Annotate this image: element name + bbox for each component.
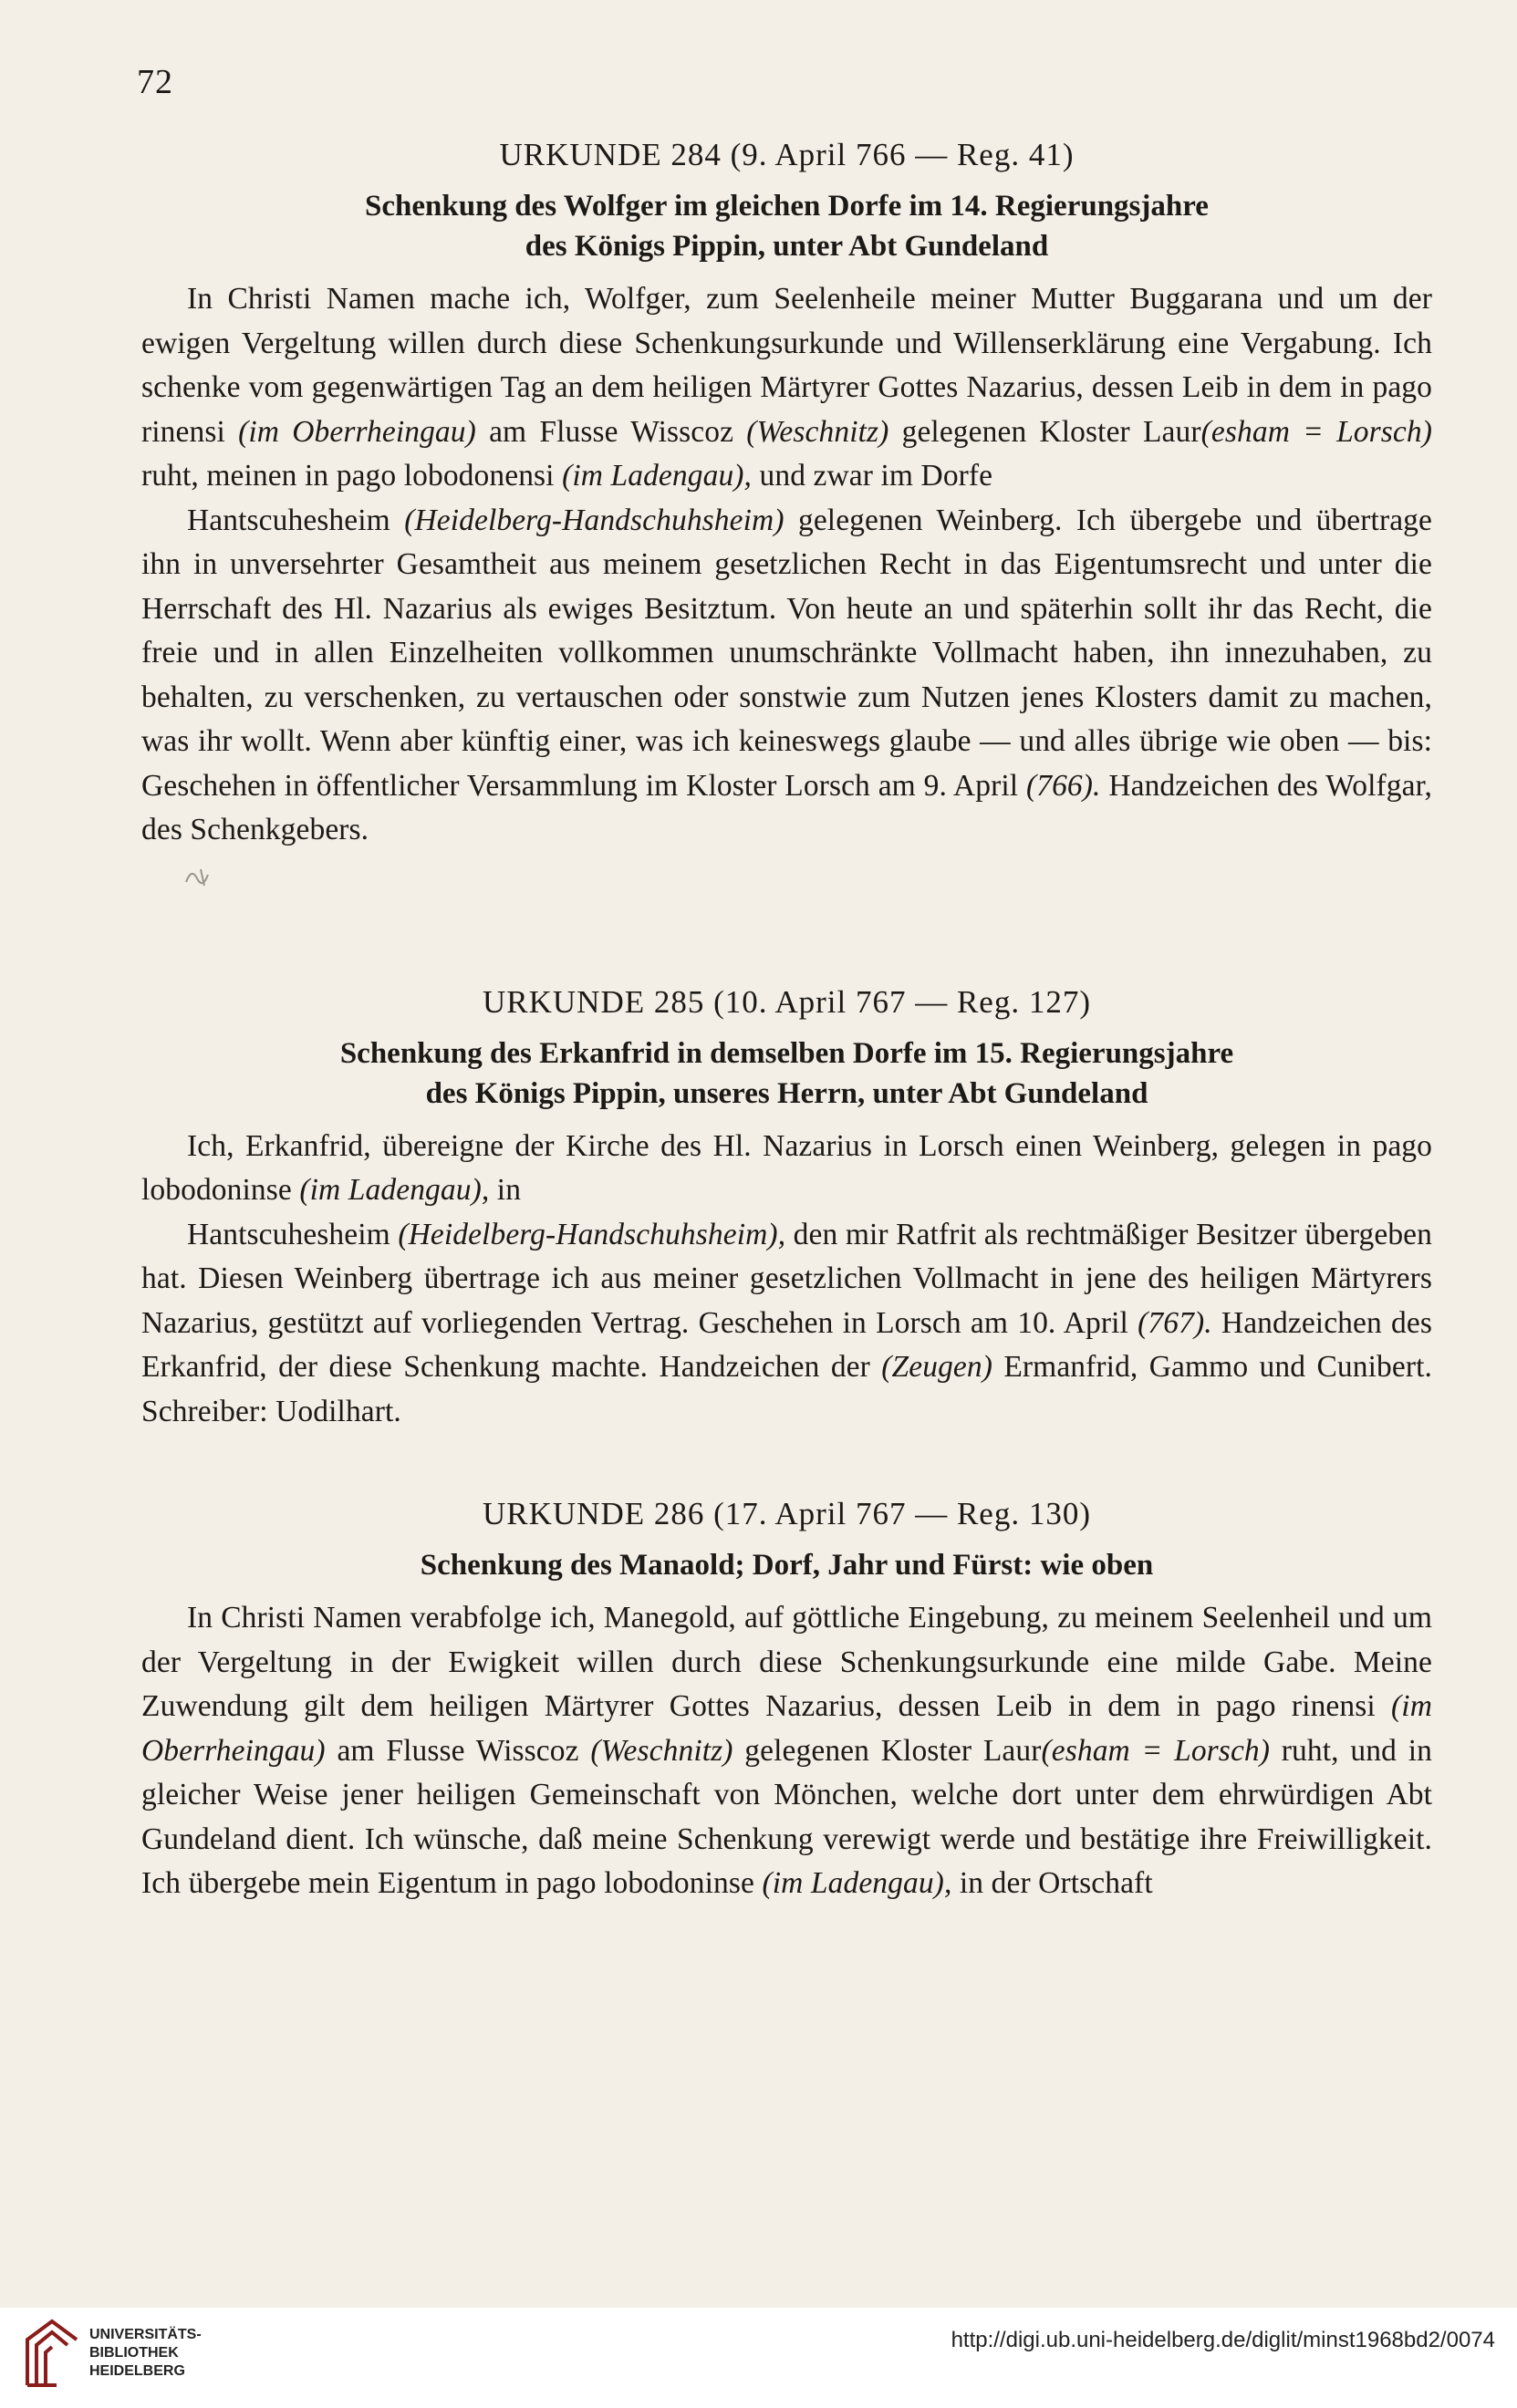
document-subtitle bbox=[141, 1033, 1432, 1114]
text-run: am Flusse Wisscoz bbox=[325, 1733, 591, 1768]
italic-gloss: (767). bbox=[1138, 1305, 1212, 1340]
text-run: am Flusse Wisscoz bbox=[475, 414, 747, 449]
body-paragraph bbox=[141, 277, 1432, 499]
text-run: gelegenen Kloster Laur bbox=[888, 414, 1201, 449]
text-run: in der Ortschaft bbox=[951, 1866, 1153, 1900]
body-paragraph bbox=[141, 1213, 1432, 1435]
italic-gloss: (esham = Lorsch) bbox=[1041, 1733, 1271, 1768]
italic-gloss: (im Oberrheingau) bbox=[141, 1689, 1432, 1768]
text-run: ruht, meinen in pago lobodonensi bbox=[141, 459, 563, 493]
italic-gloss: (766). bbox=[1025, 768, 1101, 803]
italic-gloss: (Weschnitz) bbox=[590, 1733, 733, 1768]
text-run: ruht, und in gleicher Weise jener heiligen Gemeinschaft von Mönchen, welche dort unter dem ehrwürdigen Abt Gundeland dient. Ich wünsche, daß meine Schenkung verewigt werde und bestätige ihre Freiwilligkeit. Ich übergebe mein Eigentum in pago lobodoninse bbox=[141, 1733, 1432, 1900]
text-run: Handzeichen des Erkanfrid, der diese Schenkung machte. Handzeichen der bbox=[141, 1305, 1432, 1384]
margin-mark bbox=[182, 862, 1432, 893]
document-subtitle bbox=[141, 1545, 1432, 1585]
text-run: In Christi Namen verabfolge ich, Manegold, auf göttliche Eingebung, zu meinem Seelenheil und um der Vergeltung in der Ewigkeit willen durch diese Schenkungsurkunde eine milde Gabe. Meine Zuwendung gilt dem heiligen Märtyrer Gottes Nazarius, dessen Leib in dem in pago rinensi bbox=[141, 1601, 1432, 1723]
text-run: und zwar im Dorfe bbox=[752, 459, 993, 493]
text-run: Handzeichen des Wolfgar, des Schenkgebers. bbox=[141, 768, 1432, 846]
text-run: gelegenen Weinberg. Ich übergebe und übertrage ihn in unversehrter Gesamtheit aus meinem gesetzlichen Recht in das Eigentumsrecht und unter die Herrschaft des Hl. Nazarius als ewiges Besitztum. Von heute an und späterhin sollt ihr das Recht, die freie und in allen Einzelheiten vollkommen unumschränkte Vollmacht haben, ihn innezuhaben, zu behalten, zu verschenken, zu vertauschen oder sonstwie zum Nutzen jenes Klosters damit zu machen, was ihr wollt. Wenn aber künftig einer, was ich keineswegs glaube — und alles übrige wie oben — bis: Geschehen in öffentlicher Versammlung im Kloster Lorsch am 9. April bbox=[141, 503, 1432, 803]
document-heading: URKUNDE 286 (17. April 767 — Reg. 130) bbox=[483, 1496, 1091, 1531]
text-run: Ich, Erkanfrid, übereigne der Kirche des Hl. Nazarius in Lorsch einen Weinberg, gelegen in pago lobodoninse bbox=[141, 1128, 1432, 1207]
document-section-286 bbox=[141, 1496, 1432, 1906]
subtitle-line: des Königs Pippin, unter Abt Gundeland bbox=[525, 230, 1049, 263]
document-subtitle bbox=[141, 186, 1432, 266]
scribble-mark-icon bbox=[182, 862, 219, 889]
text-run: Hantscuhesheim bbox=[187, 1217, 399, 1251]
document-section-284 bbox=[141, 137, 1432, 893]
document-heading: URKUNDE 285 (10. April 767 — Reg. 127) bbox=[483, 983, 1091, 1020]
italic-gloss: (Weschnitz) bbox=[746, 414, 889, 449]
source-url-link[interactable]: http://digi.ub.uni-heidelberg.de/diglit/minst1968bd2/0074 bbox=[951, 2328, 1495, 2352]
italic-gloss: (im Ladengau), bbox=[299, 1173, 490, 1207]
subtitle-line: Schenkung des Erkanfrid in demselben Dorfe im 15. Regierungsjahre bbox=[339, 1036, 1234, 1070]
subtitle-line: Schenkung des Wolfger im gleichen Dorfe im 14. Regierungsjahre bbox=[365, 190, 1209, 223]
page-number: 72 bbox=[137, 63, 173, 101]
italic-gloss: (Heidelberg-Handschuhsheim) bbox=[404, 503, 784, 537]
document-section-285 bbox=[141, 984, 1432, 1435]
text-run: den mir Ratfrit als rechtmäßiger Besitzer übergeben hat. Diesen Weinberg übertrage ich aus meiner gesetzlichen Vollmacht in jene des heiligen Märtyrers Nazarius, gestützt auf vorliegenden Vertrag. Geschehen in Lorsch am 10. April bbox=[141, 1217, 1433, 1340]
text-run: Ermanfrid, Gammo und Cunibert. Schreiber: Uodilhart. bbox=[141, 1350, 1432, 1428]
page-content bbox=[141, 137, 1432, 1906]
body-paragraph bbox=[141, 499, 1432, 853]
library-logo-icon bbox=[20, 2312, 84, 2390]
italic-gloss: (Zeugen) bbox=[881, 1350, 992, 1384]
subtitle-line: des Königs Pippin, unseres Herrn, unter Abt Gundeland bbox=[425, 1076, 1148, 1110]
italic-gloss: (im Oberrheingau) bbox=[238, 414, 476, 449]
text-run: gelegenen Kloster Laur bbox=[733, 1733, 1042, 1768]
text-run: Hantscuhesheim bbox=[187, 503, 405, 537]
footer-bar bbox=[0, 2308, 1517, 2408]
body-paragraph bbox=[141, 1125, 1432, 1213]
text-run: in bbox=[489, 1173, 522, 1207]
subtitle-line: Schenkung des Manaold; Dorf, Jahr und Fürst: wie oben bbox=[420, 1549, 1154, 1582]
library-name-line: HEIDELBERG bbox=[89, 2363, 185, 2379]
text-run: In Christi Namen mache ich, Wolfger, zum Seelenheile meiner Mutter Buggarana und um der ewigen Vergeltung willen durch diese Schenkungsurkunde und Willenserklärung eine Vergabung. Ich schenke vom gegenwärtigen Tag an dem heiligen Märtyrer Gottes Nazarius, dessen Leib in dem in pago rinensi bbox=[141, 282, 1432, 449]
library-name-line: UNIVERSITÄTS- bbox=[89, 2327, 202, 2342]
body-paragraph bbox=[141, 1596, 1432, 1906]
library-name-line: BIBLIOTHEK bbox=[89, 2345, 179, 2361]
italic-gloss: (Heidelberg-Handschuhsheim), bbox=[398, 1217, 786, 1251]
italic-gloss: (im Ladengau), bbox=[762, 1866, 952, 1900]
library-name bbox=[89, 2326, 202, 2381]
document-heading: URKUNDE 284 (9. April 766 — Reg. 41) bbox=[499, 137, 1075, 172]
italic-gloss: (esham = Lorsch) bbox=[1200, 414, 1433, 449]
italic-gloss: (im Ladengau), bbox=[562, 459, 753, 493]
